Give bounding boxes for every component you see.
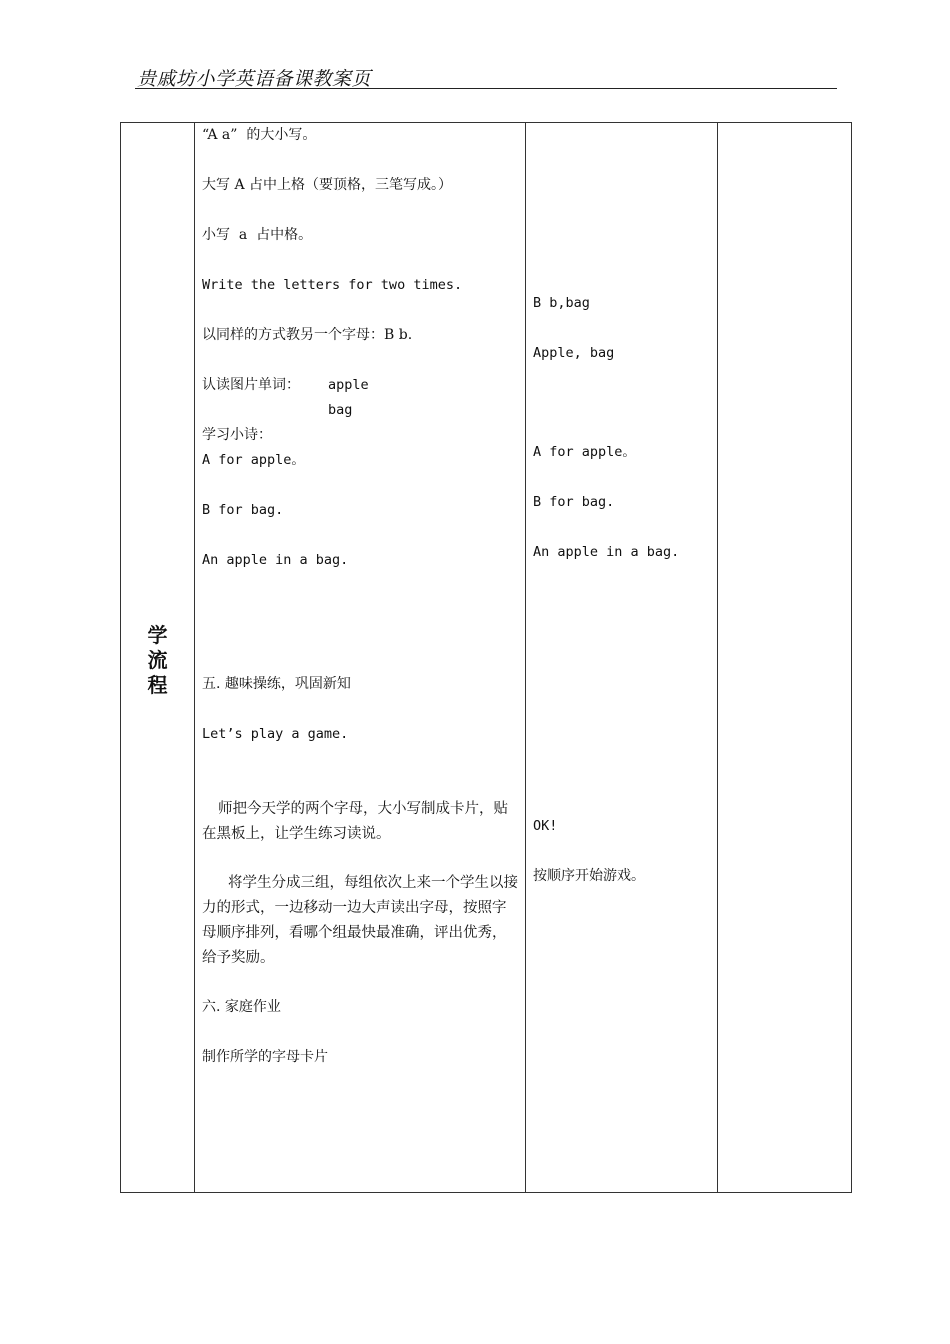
teacher-section-heading: 五. 趣味操练，巩固新知 (202, 676, 351, 692)
student-line: Apple, bag (533, 345, 615, 361)
student-line: B for bag. (533, 494, 615, 510)
teacher-line: “A a” 的大小写。 (202, 127, 317, 143)
row-label (121, 623, 194, 698)
header-rule (135, 88, 837, 89)
teacher-section-heading: 六. 家庭作业 (202, 999, 281, 1015)
teacher-line: Let’s play a game. (202, 726, 349, 742)
row-label-char: 程 (147, 673, 168, 697)
teacher-line: 以同样的方式教另一个字母：B b. (202, 327, 413, 343)
teacher-line: 小写 a 占中格。 (202, 227, 313, 243)
column-divider (717, 123, 718, 1192)
student-line: An apple in a bag. (533, 544, 680, 560)
teacher-line: An apple in a bag. (202, 552, 349, 568)
student-line: 按顺序开始游戏。 (533, 868, 645, 884)
column-divider (525, 123, 526, 1192)
teacher-line: 认读图片单词： (202, 377, 300, 393)
teacher-line: 制作所学的字母卡片 (202, 1049, 328, 1065)
teacher-paragraph: 师把今天学的两个字母，大小写制成卡片，贴在黑板上，让学生练习读说。 (202, 801, 508, 842)
teacher-line: bag (328, 402, 353, 418)
row-label-char: 流 (147, 648, 168, 672)
teacher-line: 学习小诗： (202, 427, 272, 443)
teacher-line: B for bag. (202, 502, 284, 518)
column-divider (194, 123, 195, 1192)
student-line: OK! (533, 818, 558, 834)
page-header-title: 贵戚坊小学英语备课教案页 (137, 68, 372, 90)
teacher-paragraph: 将学生分成三组，每组依次上来一个学生以接力的形式，一边移动一边大声读出字母，按照字母顺序排列，看哪个组最快最准确，评出优秀，给予奖励。 (202, 875, 518, 966)
lesson-table (120, 122, 852, 1193)
teacher-line: apple (328, 377, 369, 393)
student-line: A for apple。 (533, 444, 636, 460)
teacher-line: 大写 A 占中上格（要顶格，三笔写成。） (202, 177, 453, 193)
row-label-char: 学 (147, 623, 168, 647)
student-line: B b,bag (533, 295, 590, 311)
teacher-line: Write the letters for two times. (202, 277, 463, 293)
teacher-line: A for apple。 (202, 452, 305, 468)
